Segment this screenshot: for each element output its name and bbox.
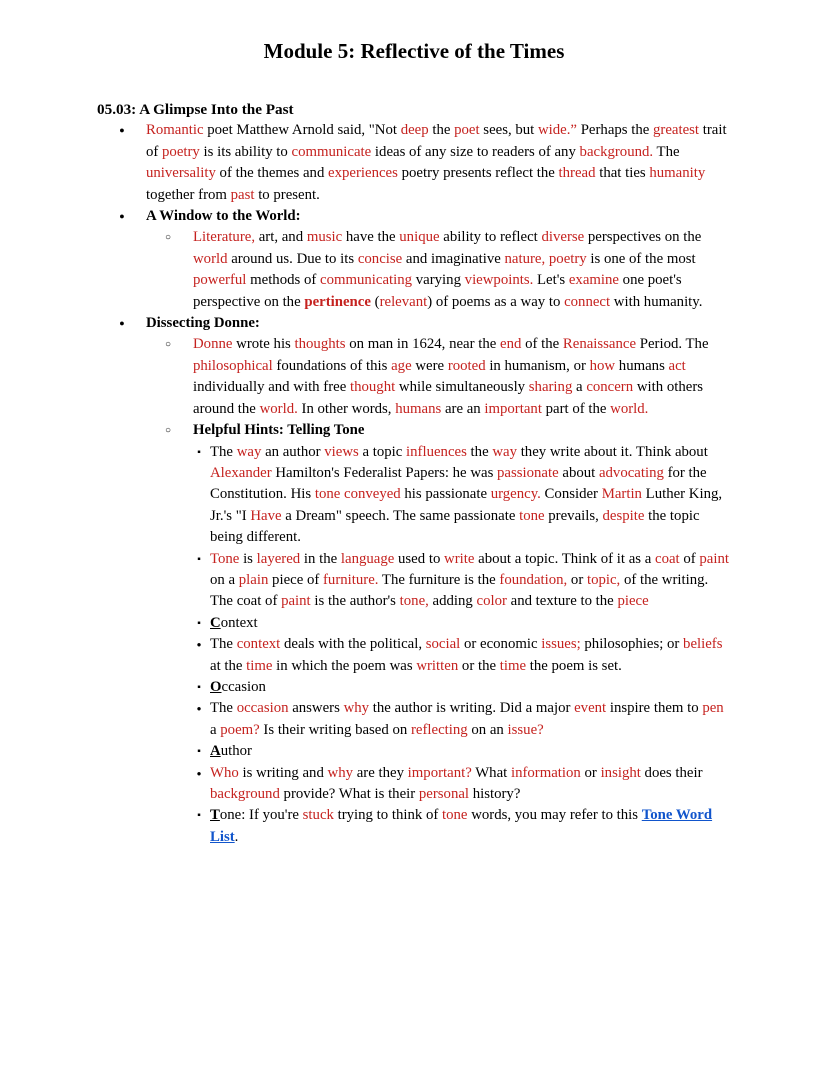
text-run: foundations of this	[272, 357, 392, 374]
text-run: paint	[281, 593, 311, 610]
list-item-text	[193, 336, 709, 416]
text-run: Let's	[533, 272, 569, 289]
section-heading: 05.03: A Glimpse Into the Past	[97, 101, 294, 118]
disc-bullet-icon: ●	[119, 211, 125, 222]
text-run: diverse	[541, 229, 585, 246]
text-run: write	[444, 550, 475, 567]
text-run: pen	[702, 700, 724, 717]
text-run: The	[210, 636, 237, 653]
disc-bullet-icon: ●	[119, 318, 125, 329]
text-run: adding	[428, 593, 477, 610]
text-run: on an	[467, 721, 508, 738]
text-run: is its ability to	[199, 143, 292, 160]
text-run: and texture to the	[506, 593, 618, 610]
text-run: urgency.	[490, 486, 541, 503]
text-run: deep	[400, 122, 429, 139]
text-run: relevant	[379, 293, 428, 310]
text-run: prevails,	[544, 507, 603, 524]
text-run: insight	[600, 764, 641, 781]
text-run: Have	[250, 507, 282, 524]
list-item-text	[193, 422, 364, 438]
text-run: greatest	[653, 122, 700, 139]
text-run: perspectives on the	[584, 229, 702, 246]
text-run: views	[324, 443, 359, 460]
text-run: A	[210, 743, 221, 760]
list-item	[97, 741, 731, 762]
list-item	[97, 805, 731, 848]
text-run: thread	[558, 165, 596, 182]
disc-bullet-icon: ●	[119, 125, 125, 136]
text-run: an author	[261, 443, 325, 460]
text-run: Literature,	[193, 229, 256, 246]
text-run: the	[466, 443, 493, 460]
list-item-text	[210, 444, 722, 546]
text-run: way	[492, 443, 517, 460]
square-bullet-icon: ▪	[197, 617, 201, 629]
text-run: poet Matthew Arnold said, "Not	[203, 122, 401, 139]
text-run: tone	[442, 807, 468, 824]
text-run: Luther King, Jr.'s "I	[210, 486, 723, 524]
text-run: art, and	[255, 229, 307, 246]
text-run: philosophical	[193, 357, 273, 374]
text-run: unique	[399, 229, 440, 246]
text-run: Donne	[193, 336, 233, 353]
text-run: for the Constitution. His	[210, 464, 707, 503]
text-run: or	[567, 571, 587, 588]
text-run: tone,	[399, 593, 429, 610]
text-run: one poet's perspective on the	[193, 272, 682, 310]
text-run: in humanism, or	[485, 357, 590, 374]
square-bullet-icon: ▪	[197, 681, 201, 693]
text-run: Alexander	[210, 464, 272, 481]
text-run: trying to think of	[333, 807, 443, 824]
text-run: layered	[256, 550, 301, 567]
text-run: social	[425, 636, 461, 653]
text-run: were	[411, 357, 448, 374]
text-run: time	[499, 657, 527, 674]
text-run: thoughts	[294, 336, 346, 353]
list-item-text	[146, 315, 260, 331]
text-run: of the writing. The coat of	[210, 571, 709, 610]
text-run: is the author's	[310, 593, 400, 610]
text-run: event	[574, 700, 607, 717]
list-item	[97, 634, 731, 677]
text-run: The	[210, 700, 237, 717]
document-title: Module 5: Reflective of the Times	[263, 39, 565, 63]
text-run: tone conveyed	[314, 486, 401, 503]
text-run: the topic being different.	[210, 507, 700, 546]
text-run: written	[416, 657, 459, 674]
list-item-text	[210, 765, 703, 802]
text-run: or	[580, 764, 601, 781]
text-run: In other words,	[297, 400, 396, 417]
text-run: of the themes and	[215, 165, 329, 182]
text-run: way	[236, 443, 262, 460]
text-run: What	[471, 764, 511, 781]
text-run: end	[500, 336, 522, 353]
text-run: inspire them to	[606, 700, 703, 717]
text-run: tone	[519, 507, 545, 524]
text-run: is writing and	[238, 764, 328, 781]
text-run: passionate	[497, 464, 559, 481]
list-item-text	[210, 636, 723, 673]
text-run: information	[510, 764, 581, 781]
list-item-text	[210, 700, 724, 737]
text-run: personal	[418, 786, 470, 802]
text-run: piece	[617, 593, 649, 610]
text-run: of	[679, 550, 700, 567]
text-run: the	[428, 122, 455, 139]
text-run: background	[210, 786, 280, 802]
text-run: on man in 1624, near the	[345, 336, 501, 353]
list-item	[97, 677, 731, 698]
text-run: his passionate	[400, 486, 491, 503]
text-run: at the	[210, 657, 247, 674]
text-run: piece of	[268, 571, 323, 588]
circle-bullet-icon: ○	[164, 339, 172, 351]
text-run: sharing	[528, 379, 573, 396]
text-run: ideas of any size to readers of any	[371, 143, 580, 160]
text-run: time	[246, 657, 273, 674]
list-item	[97, 120, 731, 206]
text-run: pertinence	[304, 293, 371, 310]
text-run: communicate	[291, 143, 372, 160]
text-run: universality	[146, 165, 216, 182]
text-run: context	[236, 636, 281, 653]
list-item	[97, 763, 731, 806]
text-run: how	[589, 357, 616, 374]
text-run: rooted	[447, 357, 486, 374]
text-run: past	[230, 186, 255, 203]
list-item	[97, 442, 731, 549]
text-run: philosophies; or	[580, 636, 684, 653]
text-run: Tone	[210, 550, 240, 567]
text-run: paint	[699, 550, 729, 567]
text-run: Renaissance	[562, 336, 637, 353]
text-run: age	[391, 357, 412, 374]
text-run: Romantic	[146, 122, 204, 139]
list-item	[97, 313, 731, 334]
text-run: words, you may refer to this	[467, 807, 642, 824]
text-run: deals with the political,	[280, 636, 426, 653]
text-run: humans	[615, 357, 669, 374]
text-run: why	[343, 700, 370, 717]
text-run: a topic	[358, 443, 407, 460]
text-run: A Window to the World:	[146, 208, 301, 225]
text-run: act	[668, 357, 686, 374]
list-item	[97, 613, 731, 634]
text-run: concern	[586, 379, 634, 396]
square-bullet-icon: ▪	[197, 810, 201, 822]
text-run: experiences	[328, 165, 398, 182]
text-run: one: If you're	[219, 807, 303, 824]
text-run: a Dream" speech. The same passionate	[281, 507, 520, 524]
text-run: uthor	[220, 743, 252, 760]
text-run: they write about it. Think about	[517, 443, 708, 460]
text-run: poet	[454, 122, 480, 139]
text-run: Perhaps the	[577, 122, 654, 139]
text-run: The furniture is the	[378, 571, 500, 588]
text-run: communicating	[320, 272, 413, 289]
text-run: sees, but	[479, 122, 538, 139]
text-run: occasion	[236, 700, 289, 717]
text-run: individually and with free	[193, 379, 350, 396]
text-run: poetry	[162, 143, 200, 160]
text-run: the poem is set.	[526, 657, 622, 674]
list-item-text	[210, 615, 258, 631]
list-item-text	[146, 122, 727, 202]
text-run: reflecting	[410, 721, 468, 738]
text-run: Consider	[540, 486, 602, 503]
list-item	[97, 549, 731, 613]
text-run: coat	[655, 550, 680, 567]
text-run: nature, poetry	[504, 250, 587, 267]
text-run: about a topic. Think of it as a	[474, 550, 655, 567]
text-run: important?	[407, 764, 472, 781]
text-run: of the	[521, 336, 563, 353]
text-run: T	[210, 807, 220, 824]
text-run: Hamilton's Federalist Papers: he was	[271, 464, 498, 481]
text-run: concise	[357, 250, 403, 267]
text-run: is	[239, 550, 257, 567]
text-run: color	[476, 593, 507, 610]
list-item-text	[210, 807, 712, 844]
list-item	[97, 420, 731, 441]
list-item	[97, 206, 731, 227]
list-item	[97, 227, 731, 313]
text-run: Who	[210, 764, 239, 781]
text-run: about	[558, 464, 599, 481]
tone-word-list-link[interactable]: Tone Word List	[210, 807, 713, 845]
list-item-text	[210, 551, 729, 610]
list-item-text	[193, 229, 702, 309]
text-run: part of the	[541, 400, 611, 417]
text-run: world	[193, 250, 228, 267]
text-run: Dissecting Donne:	[146, 315, 260, 332]
dot-bullet-icon: ●	[196, 768, 202, 778]
text-run: is one of the most	[586, 250, 696, 267]
list-item	[97, 698, 731, 741]
text-run: or the	[458, 657, 500, 674]
text-run: viewpoints.	[464, 272, 534, 289]
text-run: a	[210, 721, 221, 738]
text-run: poem?	[220, 721, 260, 738]
text-run: connect	[564, 293, 611, 310]
text-run: world.	[259, 400, 298, 417]
text-run: issue?	[507, 721, 544, 738]
text-run: used to	[394, 550, 445, 567]
text-run: beliefs	[683, 636, 723, 653]
text-run: despite	[602, 507, 645, 524]
square-bullet-icon: ▪	[197, 553, 201, 565]
text-run: the author is writing. Did a major	[369, 700, 575, 717]
text-run: together from	[146, 186, 231, 203]
text-run: stuck	[302, 807, 334, 824]
text-run: are they	[353, 764, 408, 781]
square-bullet-icon: ▪	[197, 746, 201, 758]
list-item-text	[146, 208, 301, 224]
text-run: examine	[568, 272, 619, 289]
text-run: ccasion	[221, 678, 266, 695]
list-item	[97, 334, 731, 420]
text-run: background.	[579, 143, 654, 160]
text-run: with humanity.	[610, 293, 703, 310]
text-run: answers	[288, 700, 344, 717]
text-run: world.	[610, 400, 649, 417]
text-run: and imaginative	[402, 250, 505, 267]
text-run: issues;	[541, 636, 581, 653]
text-run: varying	[412, 272, 465, 289]
text-run: powerful	[193, 272, 247, 289]
text-run: a	[572, 379, 587, 396]
text-run: wrote his	[232, 336, 295, 353]
text-run: (	[370, 293, 380, 310]
text-run: wide.”	[537, 122, 577, 139]
text-run: plain	[238, 571, 269, 588]
text-run: Period. The	[636, 336, 709, 353]
text-run: O	[210, 678, 222, 695]
text-run: history?	[469, 786, 521, 802]
text-run: why	[327, 764, 354, 781]
text-run: that ties	[595, 165, 650, 182]
text-run: with others around the	[193, 379, 704, 417]
text-run: C	[210, 614, 221, 631]
text-run: ) of poems as a way to	[427, 293, 565, 310]
text-run: provide? What is their	[279, 786, 419, 802]
text-run: or economic	[460, 636, 542, 653]
text-run: The	[653, 143, 680, 160]
text-run: language	[340, 550, 395, 567]
text-run: does their	[640, 764, 703, 781]
bulleted-list	[97, 120, 731, 848]
dot-bullet-icon: ●	[196, 640, 202, 650]
text-run: advocating	[598, 464, 664, 481]
text-run: Is their writing based on	[259, 721, 411, 738]
text-run: are an	[441, 400, 485, 417]
list-item-text	[210, 743, 252, 759]
text-run: influences	[406, 443, 467, 460]
text-run: foundation,	[499, 571, 568, 588]
text-run: around us. Due to its	[227, 250, 358, 267]
circle-bullet-icon: ○	[164, 232, 172, 244]
text-run: furniture.	[323, 571, 379, 588]
text-run: Martin	[601, 486, 642, 503]
text-run: on a	[210, 571, 239, 588]
text-run: The	[210, 443, 237, 460]
text-run: humans	[395, 400, 442, 417]
circle-bullet-icon: ○	[164, 425, 172, 437]
text-run: methods of	[246, 272, 320, 289]
text-run: ability to reflect	[439, 229, 542, 246]
text-run: topic,	[586, 571, 621, 588]
text-run: trait of	[146, 122, 727, 160]
text-run: ontext	[220, 614, 258, 631]
text-run: .	[234, 828, 239, 845]
square-bullet-icon: ▪	[197, 446, 201, 458]
text-run: important	[484, 400, 542, 417]
text-run: thought	[349, 379, 396, 396]
text-run: humanity	[649, 165, 706, 182]
text-run: poetry presents reflect the	[397, 165, 559, 182]
text-run: in the	[300, 550, 341, 567]
dot-bullet-icon: ●	[196, 704, 202, 714]
list-item-text	[210, 679, 266, 695]
text-run: have the	[342, 229, 400, 246]
text-run: music	[306, 229, 343, 246]
text-run: to present.	[254, 186, 320, 203]
text-run: in which the poem was	[272, 657, 417, 674]
text-run: Helpful Hints: Telling Tone	[193, 422, 365, 439]
text-run: while simultaneously	[395, 379, 529, 396]
